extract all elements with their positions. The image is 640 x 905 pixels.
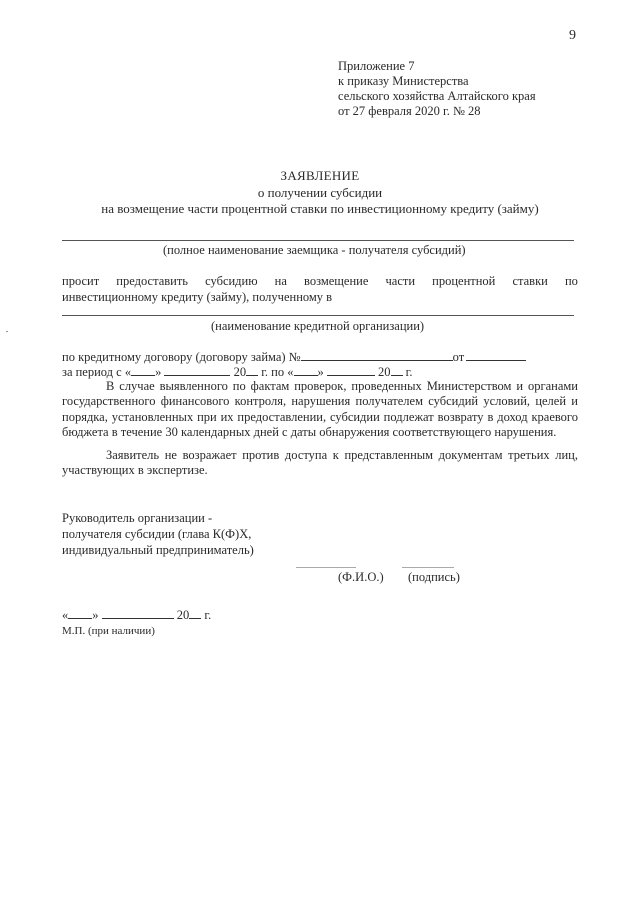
- page-number: 9: [569, 28, 576, 43]
- request-word: просит: [62, 274, 100, 288]
- date-day-field[interactable]: [68, 607, 92, 619]
- date-quote-open: «: [62, 608, 69, 622]
- credit-org-caption: (наименование кредитной организации): [211, 319, 425, 333]
- request-word: возмещение: [304, 274, 369, 288]
- period-start-day-field[interactable]: [131, 364, 155, 376]
- date-line: [62, 607, 211, 624]
- signatory-line-2: получателя субсидии (глава К(Ф)Х,: [62, 527, 252, 541]
- scan-speck: [6, 331, 8, 332]
- contract-number-field[interactable]: [301, 349, 453, 361]
- date-year-field[interactable]: [189, 607, 201, 619]
- document-title: ЗАЯВЛЕНИЕ: [280, 168, 360, 183]
- paragraph-consent: Заявитель не возражает против доступа к представленным документам третьих лиц, участвующих в экспертизе.: [62, 448, 578, 478]
- quote-close: »: [155, 365, 162, 379]
- period-end: г.: [405, 365, 413, 379]
- request-word: части: [385, 274, 416, 288]
- contract-from: от: [452, 350, 465, 364]
- document-subtitle-2: на возмещение части процентной ставки по инвестиционному кредиту (займу): [101, 201, 539, 216]
- contract-date-field[interactable]: [466, 349, 526, 361]
- fio-line[interactable]: [296, 567, 356, 568]
- appendix-line-3: сельского хозяйства Алтайского края: [338, 89, 536, 103]
- date-quote-close: »: [92, 608, 99, 622]
- borrower-name-line[interactable]: [62, 240, 574, 241]
- appendix-line-4: от 27 февраля 2020 г. № 28: [338, 104, 481, 118]
- date-month-field[interactable]: [102, 607, 174, 619]
- request-line-1: [62, 274, 578, 290]
- request-word: предоставить: [116, 274, 189, 288]
- period-end-day-field[interactable]: [294, 364, 318, 376]
- period-start-month-field[interactable]: [164, 364, 230, 376]
- request-word: ставки: [512, 274, 548, 288]
- period-start-year-field[interactable]: [246, 364, 258, 376]
- period-prefix: за период с «: [62, 365, 132, 379]
- quote-close: »: [317, 365, 324, 379]
- signature-caption: (подпись): [408, 570, 460, 584]
- year-prefix: 20: [233, 365, 247, 379]
- date-year-prefix: 20: [176, 608, 190, 622]
- signatory-line-1: Руководитель организации -: [62, 511, 213, 525]
- paragraph-refund: В случае выявленного по фактам проверок, проведенных Министерством и органами государственного финансового контроля, нарушения получателем субсидий условий, целей и порядка, установленных при их предоставлении, субсидии подлежат возврату в доход краевого бюджета в течение 30 календарных дней с даты обнаружения соответствующего нарушения.: [62, 379, 578, 439]
- stamp-note: М.П. (при наличии): [62, 625, 155, 637]
- date-g: г.: [204, 608, 212, 622]
- signature-line[interactable]: [402, 567, 454, 568]
- signatory-block: [62, 510, 254, 558]
- period-end-year-field[interactable]: [391, 364, 403, 376]
- request-line-2: инвестиционному кредиту (займу), полученному в: [62, 290, 333, 304]
- credit-org-line[interactable]: [62, 315, 574, 316]
- borrower-caption: (полное наименование заемщика - получателя субсидий): [163, 243, 466, 257]
- period-to: г. по «: [261, 365, 294, 379]
- request-word: на: [274, 274, 287, 288]
- year-prefix: 20: [378, 365, 391, 379]
- request-word: по: [564, 274, 578, 288]
- appendix-line-2: к приказу Министерства: [338, 74, 469, 88]
- contract-prefix: по кредитному договору (договору займа) №: [62, 350, 301, 364]
- appendix-line-1: Приложение 7: [338, 59, 415, 73]
- request-word: субсидию: [205, 274, 258, 288]
- appendix-header: [338, 59, 536, 119]
- document-subtitle-1: о получении субсидии: [257, 185, 383, 200]
- request-word: процентной: [432, 274, 496, 288]
- period-end-month-field[interactable]: [327, 364, 375, 376]
- fio-caption: (Ф.И.О.): [338, 570, 384, 584]
- signatory-line-3: индивидуальный предприниматель): [62, 543, 254, 557]
